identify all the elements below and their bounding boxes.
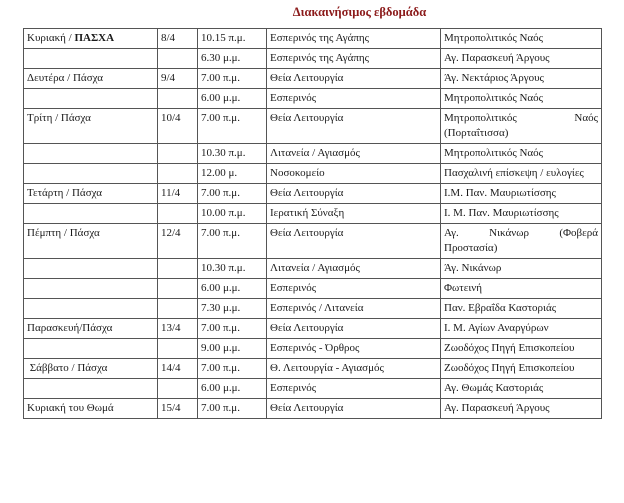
- service-cell: Εσπερινός: [267, 89, 441, 109]
- place-cell: Ζωοδόχος Πηγή Επισκοπείου: [441, 359, 602, 379]
- service-cell: Εσπερινός της Αγάπης: [267, 49, 441, 69]
- day-cell: [24, 69, 158, 89]
- place-cell: Μητροπολιτικός Ναός: [441, 144, 602, 164]
- date-cell: 11/4: [158, 184, 198, 204]
- day-cell: [24, 319, 158, 339]
- day-label: Πέμπτη / Πάσχα: [27, 227, 100, 239]
- table-row: [24, 69, 602, 89]
- date-cell: [158, 279, 198, 299]
- service-cell: Νοσοκομείο: [267, 164, 441, 184]
- table-row: [24, 144, 602, 164]
- day-cell: [24, 89, 158, 109]
- page-title: Διακαινήσιμος εβδομάδα: [292, 5, 427, 19]
- day-cell: [24, 259, 158, 279]
- day-emphasis: ΠΑΣΧΑ: [74, 32, 115, 44]
- place-cell: Ζωοδόχος Πηγή Επισκοπείου: [441, 339, 602, 359]
- schedule-body: [24, 29, 602, 419]
- table-row: [24, 109, 602, 144]
- table-row: [24, 224, 602, 259]
- table-row: [24, 279, 602, 299]
- day-cell: [24, 224, 158, 259]
- place-cell: Μητροπολιτικός Ναός: [441, 89, 602, 109]
- time-cell: 10.30 π.μ.: [198, 144, 267, 164]
- table-row: [24, 259, 602, 279]
- day-cell: [24, 359, 158, 379]
- day-cell: [24, 279, 158, 299]
- place-cell: Αγ. Παρασκευή Άργους: [441, 399, 602, 419]
- date-cell: [158, 379, 198, 399]
- service-cell: Εσπερινός: [267, 279, 441, 299]
- day-cell: [24, 204, 158, 224]
- service-cell: Εσπερινός της Αγάπης: [267, 29, 441, 49]
- table-row: [24, 184, 602, 204]
- service-cell: Εσπερινός: [267, 379, 441, 399]
- time-cell: 6.00 μ.μ.: [198, 279, 267, 299]
- service-cell: Λιτανεία / Αγιασμός: [267, 144, 441, 164]
- day-label: Τρίτη / Πάσχα: [27, 112, 91, 124]
- place-cell: Άγ. Νικάνωρ: [441, 259, 602, 279]
- date-cell: 9/4: [158, 69, 198, 89]
- date-cell: [158, 144, 198, 164]
- place-cell: Μητροπολιτικός Ναός: [441, 29, 602, 49]
- day-cell: [24, 399, 158, 419]
- service-cell: Θεία Λειτουργία: [267, 184, 441, 204]
- date-cell: 13/4: [158, 319, 198, 339]
- day-label: Δευτέρα / Πάσχα: [27, 72, 104, 84]
- table-row: [24, 49, 602, 69]
- table-row: [24, 319, 602, 339]
- date-cell: 14/4: [158, 359, 198, 379]
- time-cell: 6.30 μ.μ.: [198, 49, 267, 69]
- table-row: [24, 204, 602, 224]
- date-cell: [158, 259, 198, 279]
- table-row: [24, 164, 602, 184]
- table-row: [24, 339, 602, 359]
- time-cell: 7.00 π.μ.: [198, 69, 267, 89]
- place-cell: Αγ. Θωμάς Καστοριάς: [441, 379, 602, 399]
- schedule-table: [23, 28, 602, 419]
- place-cell: Ι. Μ. Αγίων Αναργύρων: [441, 319, 602, 339]
- date-cell: [158, 339, 198, 359]
- time-cell: 12.00 μ.: [198, 164, 267, 184]
- service-cell: Λιτανεία / Αγιασμός: [267, 259, 441, 279]
- day-label: Σάββατο / Πάσχα: [27, 362, 108, 374]
- day-cell: [24, 49, 158, 69]
- day-label: Κυριακή του Θωμά: [27, 402, 114, 414]
- place-cell: Ι. Μ. Παν. Μαυριωτίσσης: [441, 204, 602, 224]
- place-cell: Παν. Εβραΐδα Καστοριάς: [441, 299, 602, 319]
- time-cell: 7.30 μ.μ.: [198, 299, 267, 319]
- place-cell: Αγ. Παρασκευή Άργους: [441, 49, 602, 69]
- time-cell: 10.15 π.μ.: [198, 29, 267, 49]
- table-row: [24, 379, 602, 399]
- day-cell: [24, 184, 158, 204]
- place-cell: Άγ. Νεκτάριος Άργους: [441, 69, 602, 89]
- time-cell: 7.00 π.μ.: [198, 359, 267, 379]
- date-cell: [158, 89, 198, 109]
- time-cell: 7.00 π.μ.: [198, 399, 267, 419]
- day-label: Τετάρτη / Πάσχα: [27, 187, 103, 199]
- time-cell: 9.00 μ.μ.: [198, 339, 267, 359]
- table-row: [24, 299, 602, 319]
- time-cell: 6.00 μ.μ.: [198, 89, 267, 109]
- place-cell: Μητροπολιτικός Ναός (Πορταΐτισσα): [441, 109, 602, 144]
- date-cell: [158, 299, 198, 319]
- table-row: [24, 89, 602, 109]
- day-cell: [24, 109, 158, 144]
- table-row: [24, 399, 602, 419]
- time-cell: 10.30 π.μ.: [198, 259, 267, 279]
- place-cell: Πασχαλινή επίσκεψη / ευλογίες: [441, 164, 602, 184]
- table-row: [24, 29, 602, 49]
- date-cell: 8/4: [158, 29, 198, 49]
- date-cell: [158, 164, 198, 184]
- service-cell: Θεία Λειτουργία: [267, 109, 441, 144]
- service-cell: Θεία Λειτουργία: [267, 69, 441, 89]
- service-cell: Ιερατική Σύναξη: [267, 204, 441, 224]
- time-cell: 7.00 π.μ.: [198, 224, 267, 259]
- service-cell: Εσπερινός - Όρθρος: [267, 339, 441, 359]
- time-cell: 6.00 μ.μ.: [198, 379, 267, 399]
- day-cell: [24, 164, 158, 184]
- place-cell: Φωτεινή: [441, 279, 602, 299]
- day-cell: [24, 299, 158, 319]
- place-cell: Ι.Μ. Παν. Μαυριωτίσσης: [441, 184, 602, 204]
- service-cell: Θεία Λειτουργία: [267, 319, 441, 339]
- day-cell: [24, 29, 158, 49]
- table-row: [24, 359, 602, 379]
- time-cell: 7.00 π.μ.: [198, 184, 267, 204]
- date-cell: 12/4: [158, 224, 198, 259]
- service-cell: Θεία Λειτουργία: [267, 224, 441, 259]
- service-cell: Εσπερινός / Λιτανεία: [267, 299, 441, 319]
- date-cell: [158, 49, 198, 69]
- day-cell: [24, 339, 158, 359]
- day-label: Κυριακή /: [27, 32, 75, 44]
- service-cell: Θ. Λειτουργία - Αγιασμός: [267, 359, 441, 379]
- date-cell: 10/4: [158, 109, 198, 144]
- day-label: Παρασκευή/Πάσχα: [27, 322, 113, 334]
- day-cell: [24, 144, 158, 164]
- time-cell: 7.00 π.μ.: [198, 109, 267, 144]
- time-cell: 10.00 π.μ.: [198, 204, 267, 224]
- place-cell: Αγ. Νικάνωρ (Φοβερά Προστασία): [441, 224, 602, 259]
- time-cell: 7.00 π.μ.: [198, 319, 267, 339]
- date-cell: [158, 204, 198, 224]
- day-cell: [24, 379, 158, 399]
- service-cell: Θεία Λειτουργία: [267, 399, 441, 419]
- date-cell: 15/4: [158, 399, 198, 419]
